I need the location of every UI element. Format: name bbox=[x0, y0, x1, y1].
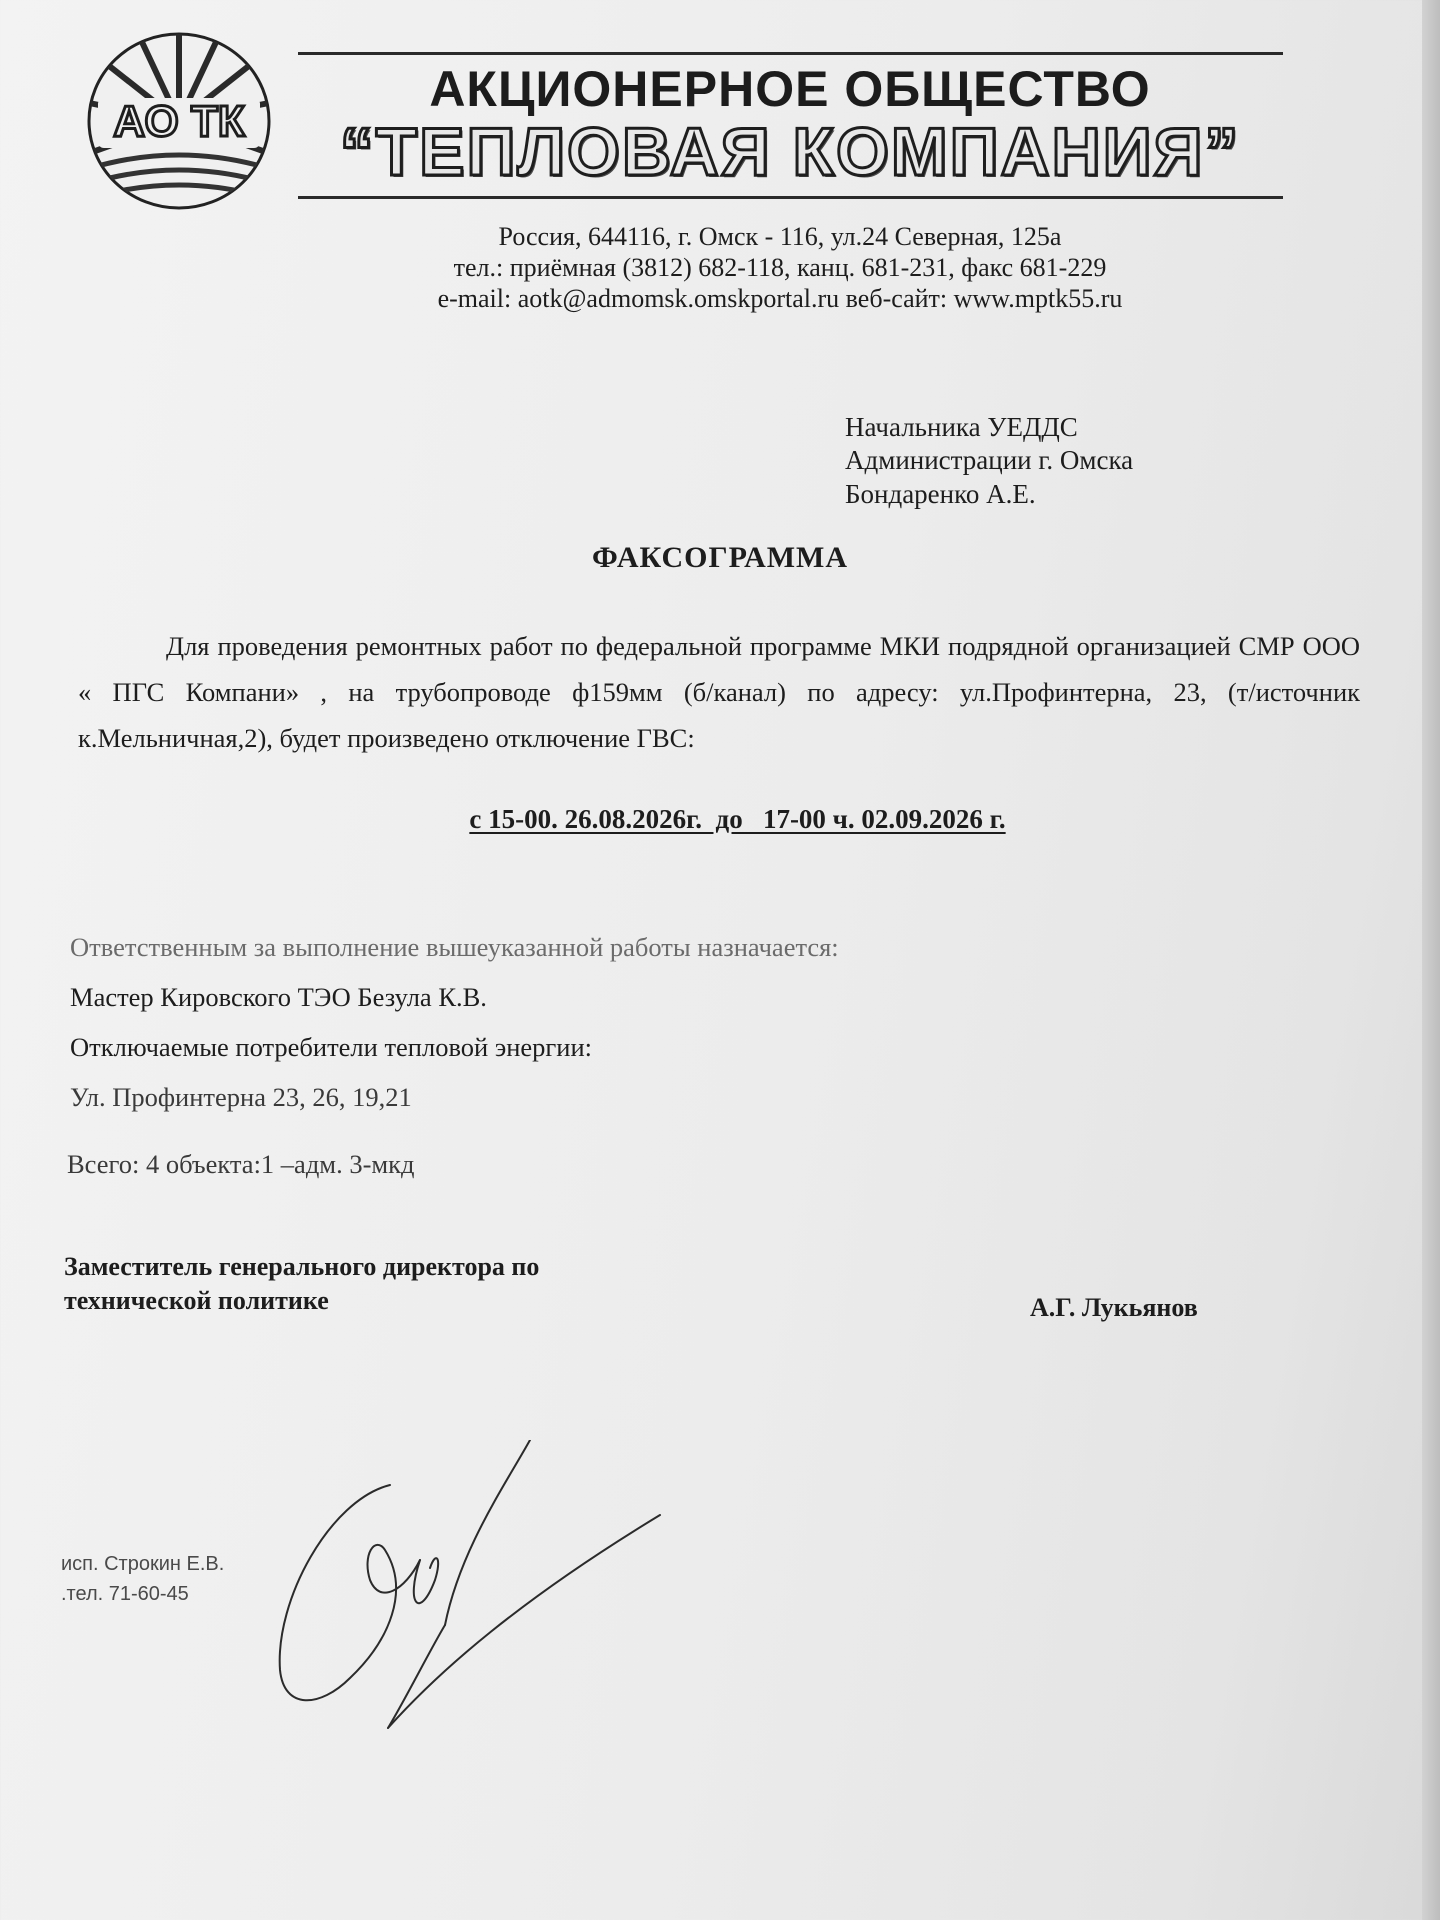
document-title: ФАКСОГРАММА bbox=[591, 541, 849, 574]
company-logo bbox=[84, 30, 274, 212]
handwritten-signature bbox=[270, 1440, 670, 1740]
org-type: АКЦИОНЕРНОЕ ОБЩЕСТВО bbox=[429, 61, 1151, 117]
executor-phone: .тел. 71-60-45 bbox=[61, 1583, 189, 1605]
signer-position bbox=[64, 1250, 539, 1318]
paper-edge-shadow bbox=[1422, 0, 1440, 1920]
company-phones: тел.: приёмная (3812) 682-118, канц. 681-231, факс 681-229 bbox=[453, 253, 1107, 282]
signer-name: А.Г. Лукьянов bbox=[1030, 1293, 1198, 1322]
addressee-line-2: Администрации г. Омска bbox=[845, 445, 1134, 475]
outage-period: с 15-00. 26.08.2026г. до 17-00 ч. 02.09.2026 г. bbox=[469, 804, 1006, 834]
org-name: “ТЕПЛОВАЯ КОМПАНИЯ” bbox=[339, 114, 1241, 190]
logo-text: АО ТК bbox=[113, 97, 245, 146]
consumers-label: Отключаемые потребители тепловой энергии: bbox=[70, 1032, 593, 1062]
responsible-person: Мастер Кировского ТЭО Безула К.В. bbox=[70, 982, 487, 1012]
header-rule-bottom bbox=[298, 196, 1283, 199]
objects-total: Всего: 4 объекта:1 –адм. 3-мкд bbox=[67, 1149, 415, 1179]
header-rule-top bbox=[298, 52, 1283, 55]
addressee-line-3: Бондаренко А.Е. bbox=[845, 479, 1036, 509]
body-paragraph: Для проведения ремонтных работ по федеральной программе МКИ подрядной организацией СМР ООО « ПГС Компани» , на трубопроводе ф159мм (б/канал) по адресу: ул.Профинтерна, 23, (т/источник к.Мельничная,2), будет произведено отключение ГВС: bbox=[78, 631, 1360, 753]
executor-name: исп. Строкин Е.В. bbox=[61, 1553, 225, 1575]
signer-position-line-1: Заместитель генерального директора по bbox=[64, 1252, 540, 1281]
addressee-line-1: Начальника УЕДДС bbox=[845, 412, 1078, 442]
signer-position-line-2: технической политике bbox=[64, 1286, 329, 1315]
company-address: Россия, 644116, г. Омск - 116, ул.24 Северная, 125а bbox=[498, 222, 1062, 251]
consumers-list: Ул. Профинтерна 23, 26, 19,21 bbox=[70, 1082, 412, 1112]
company-contacts: e-mail: aotk@admomsk.omskportal.ru веб-сайт: www.mptk55.ru bbox=[437, 284, 1123, 313]
responsible-label: Ответственным за выполнение вышеуказанной работы назначается: bbox=[70, 932, 839, 962]
